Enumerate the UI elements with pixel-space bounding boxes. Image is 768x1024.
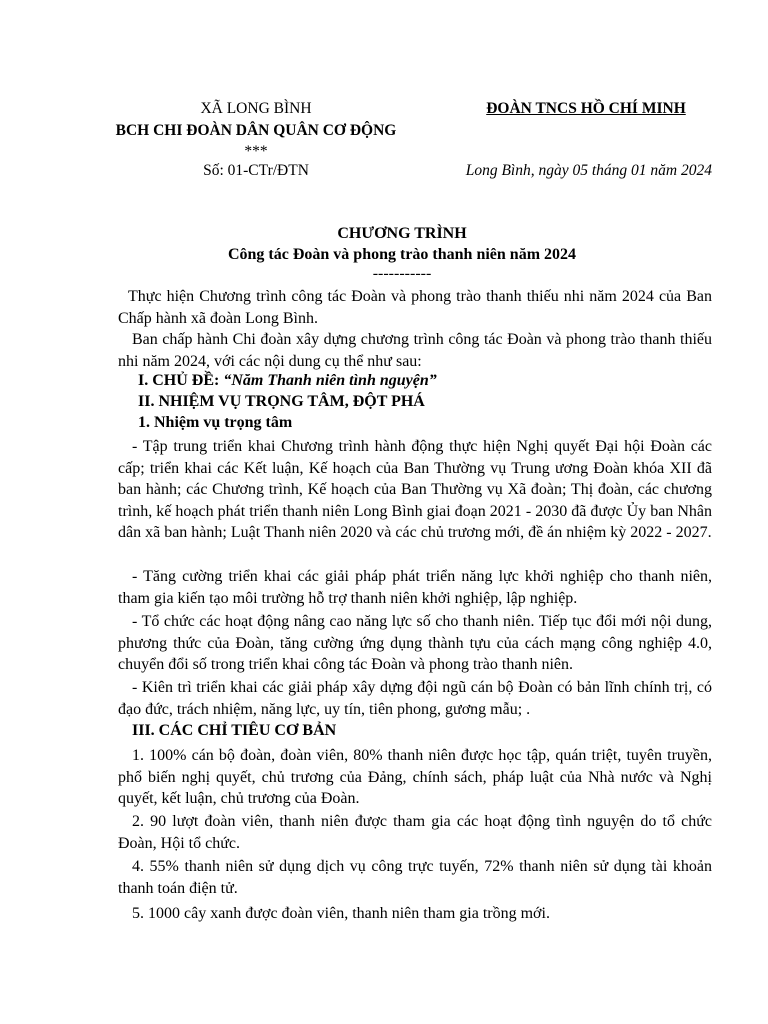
document-number: Số: 01-CTr/ĐTN	[203, 162, 309, 179]
title-divider: -----------	[372, 265, 432, 282]
page-subtitle: Công tác Đoàn và phong trào thanh niên năm 2024	[227, 246, 577, 263]
intro-paragraph-2: Ban chấp hành Chi đoàn xây dựng chương trình công tác Đoàn và phong trào thanh thiếu nhi năm 2024, với các nội dung cụ thể như sau:	[118, 331, 712, 370]
task-item: - Tập trung triển khai Chương trình hành động thực hiện Nghị quyết Đại hội Đoàn các cấp; triển khai các Kết luận, Kế hoạch của Ban Thường vụ Trung ương Đoàn khóa XII đã ban hành; các Chương trình, Kế hoạch của Ban Thường vụ Xã đoàn; Thị đoàn, các chương trình, kế hoạch phát triển thanh niên Long Bình giai đoạn 2021 - 2030 đã được Ủy ban Nhân dân xã ban hành; Luật Thanh niên 2020 và các chủ trương mới, đề án nhiệm kỳ 2022 - 2027.	[118, 438, 712, 541]
section-theme-value: “Năm Thanh niên tình nguyện”	[223, 372, 437, 389]
header-branch: BCH CHI ĐOÀN DÂN QUÂN CƠ ĐỘNG	[115, 122, 397, 139]
target-item: 4. 55% thanh niên sử dụng dịch vụ công trực tuyến, 72% thanh niên sử dụng tài khoản thanh toán điện tử.	[118, 858, 712, 897]
section-theme	[138, 373, 437, 389]
section-2-subheading: 1. Nhiệm vụ trọng tâm	[138, 414, 293, 431]
target-item: 1. 100% cán bộ đoàn, đoàn viên, 80% thanh niên được học tập, quán triệt, tuyên truyền, phổ biến nghị quyết, chủ trương của Đảng, chính sách, pháp luật của Nhà nước và Nghị quyết, kết luận, chủ trương của Đoàn.	[118, 747, 712, 807]
section-3-heading: III. CÁC CHỈ TIÊU CƠ BẢN	[132, 722, 337, 739]
page-title: CHƯƠNG TRÌNH	[337, 225, 467, 242]
intro-paragraph-1: Thực hiện Chương trình công tác Đoàn và phong trào thanh thiếu nhi năm 2024 của Ban Chấp hành xã đoàn Long Bình.	[118, 288, 712, 327]
task-item: - Tăng cường triển khai các giải pháp phát triển năng lực khởi nghiệp cho thanh niên, tham gia kiến tạo môi trường hỗ trợ thanh niên khởi nghiệp, lập nghiệp.	[118, 568, 712, 607]
date-line: Long Bình, ngày 05 tháng 01 năm 2024	[465, 162, 712, 179]
target-item: 2. 90 lượt đoàn viên, thanh niên được tham gia các hoạt động tình nguyện do tổ chức Đoàn, Hội tổ chức.	[118, 813, 712, 852]
section-2-heading: II. NHIỆM VỤ TRỌNG TÂM, ĐỘT PHÁ	[138, 393, 425, 410]
section-theme-label: I. CHỦ ĐỀ:	[138, 372, 224, 389]
header-stars: ***	[244, 143, 268, 160]
task-item: - Tổ chức các hoạt động nâng cao năng lực số cho thanh niên. Tiếp tục đổi mới nội dung, phương thức của Đoàn, tăng cường ứng dụng thành tựu của cách mạng công nghiệp 4.0, chuyển đổi số trong triển khai công tác Đoàn và phong trào thanh niên.	[118, 613, 712, 673]
task-item: - Kiên trì triển khai các giải pháp xây dựng đội ngũ cán bộ Đoàn có bản lĩnh chính trị, có đạo đức, trách nhiệm, năng lực, uy tín, tiên phong, gương mẫu; .	[118, 679, 712, 718]
header-organization: ĐOÀN TNCS HỒ CHÍ MINH	[486, 100, 686, 117]
header-commune: XÃ LONG BÌNH	[200, 100, 312, 117]
target-item: 5. 1000 cây xanh được đoàn viên, thanh niên tham gia trồng mới.	[132, 905, 550, 922]
